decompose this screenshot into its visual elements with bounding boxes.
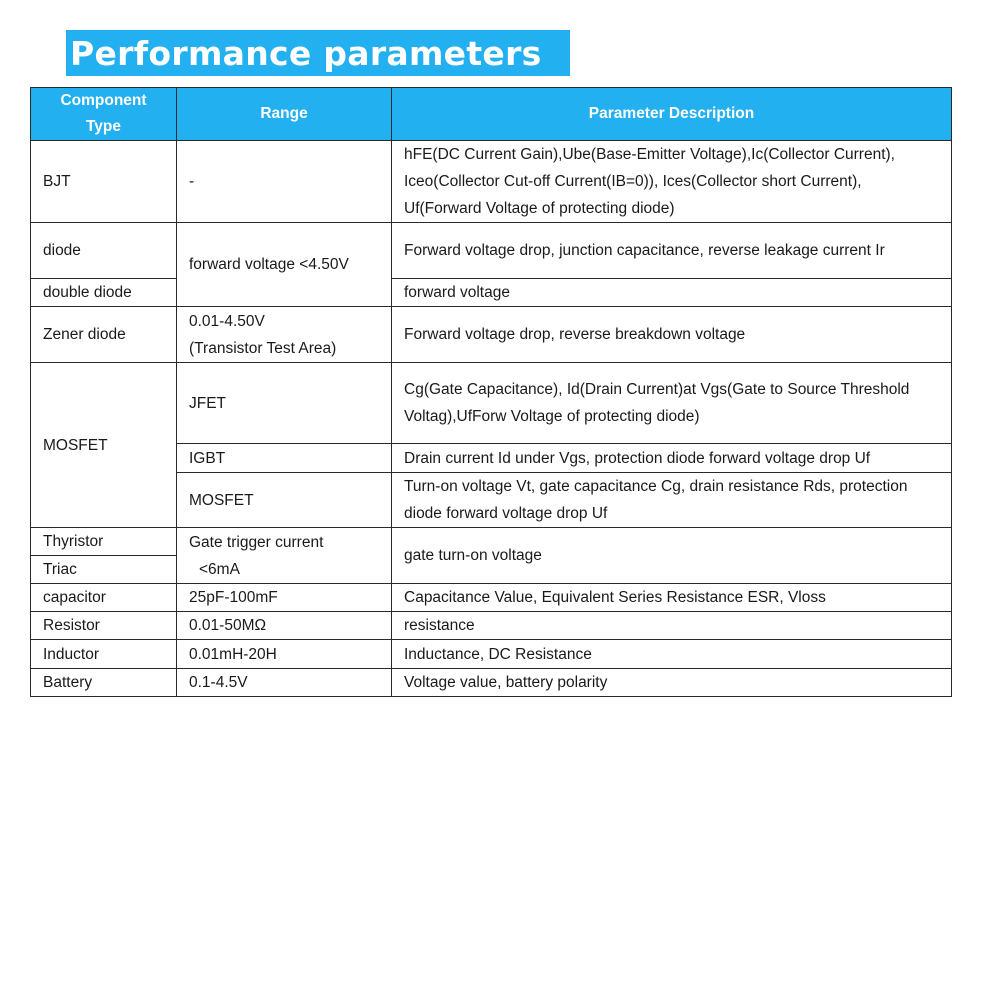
header-component-type: Component Type xyxy=(31,88,177,141)
table-header-row xyxy=(31,88,952,141)
table-row-resistor xyxy=(31,612,952,640)
cell-type-bjt: BJT xyxy=(31,141,177,223)
zener-range-line1: 0.01-4.50V xyxy=(189,312,265,330)
table-row-jfet xyxy=(31,363,952,444)
cell-description-battery: Voltage value, battery polarity xyxy=(392,669,952,697)
cell-range-jfet: JFET xyxy=(177,363,392,444)
cell-description-thyristor-triac: gate turn-on voltage xyxy=(392,528,952,584)
cell-range-capacitor: 25pF-100mF xyxy=(177,584,392,612)
cell-type-inductor: Inductor xyxy=(31,640,177,669)
header-parameter-description: Parameter Description xyxy=(392,88,952,141)
cell-range-inductor: 0.01mH-20H xyxy=(177,640,392,669)
cell-description-resistor: resistance xyxy=(392,612,952,640)
table-row-double-diode xyxy=(31,279,952,307)
table-row-diode xyxy=(31,223,952,279)
table-row-battery xyxy=(31,669,952,697)
cell-description-igbt: Drain current Id under Vgs, protection diode forward voltage drop Uf xyxy=(392,444,952,473)
cell-description-inductor: Inductance, DC Resistance xyxy=(392,640,952,669)
cell-range-diode: forward voltage <4.50V xyxy=(177,223,392,307)
cell-type-capacitor: capacitor xyxy=(31,584,177,612)
cell-range-battery: 0.1-4.5V xyxy=(177,669,392,697)
thyristor-range-line1: Gate trigger current xyxy=(189,533,324,551)
cell-range-mosfet: MOSFET xyxy=(177,473,392,528)
header-range: Range xyxy=(177,88,392,141)
cell-description-capacitor: Capacitance Value, Equivalent Series Resistance ESR, Vloss xyxy=(392,584,952,612)
cell-range-zener xyxy=(177,307,392,363)
cell-type-resistor: Resistor xyxy=(31,612,177,640)
table-row-capacitor xyxy=(31,584,952,612)
table-row-zener xyxy=(31,307,952,363)
table-row-thyristor xyxy=(31,528,952,556)
table-row-inductor xyxy=(31,640,952,669)
cell-description-zener: Forward voltage drop, reverse breakdown voltage xyxy=(392,307,952,363)
zener-range-line2: (Transistor Test Area) xyxy=(189,339,337,357)
table-row-bjt xyxy=(31,141,952,223)
triac-range-line2: <6mA xyxy=(199,560,240,578)
cell-type-battery: Battery xyxy=(31,669,177,697)
cell-type-mosfet-group: MOSFET xyxy=(31,363,177,528)
performance-parameters-table xyxy=(30,87,952,697)
cell-type-diode: diode xyxy=(31,223,177,279)
cell-type-triac: Triac xyxy=(31,556,177,584)
cell-description-jfet: Cg(Gate Capacitance), Id(Drain Current)at Vgs(Gate to Source Threshold Voltag),UfForw Voltage of protecting diode) xyxy=(392,363,952,444)
cell-range-igbt: IGBT xyxy=(177,444,392,473)
cell-type-double-diode: double diode xyxy=(31,279,177,307)
cell-description-mosfet: Turn-on voltage Vt, gate capacitance Cg, drain resistance Rds, protection diode forward voltage drop Uf xyxy=(392,473,952,528)
title-banner xyxy=(66,30,570,76)
page-title: Performance parameters xyxy=(70,33,542,73)
cell-description-bjt: hFE(DC Current Gain),Ube(Base-Emitter Voltage),Ic(Collector Current), Iceo(Collector Cut-off Current(IB=0)), Ices(Collector short Current), Uf(Forward Voltage of protecting diode) xyxy=(392,141,952,223)
cell-range-resistor: 0.01-50MΩ xyxy=(177,612,392,640)
cell-description-diode: Forward voltage drop, junction capacitance, reverse leakage current Ir xyxy=(392,223,952,279)
cell-range-thyristor-triac xyxy=(177,528,392,584)
cell-range-bjt: - xyxy=(177,141,392,223)
cell-type-zener: Zener diode xyxy=(31,307,177,363)
cell-type-thyristor: Thyristor xyxy=(31,528,177,556)
cell-description-double-diode: forward voltage xyxy=(392,279,952,307)
